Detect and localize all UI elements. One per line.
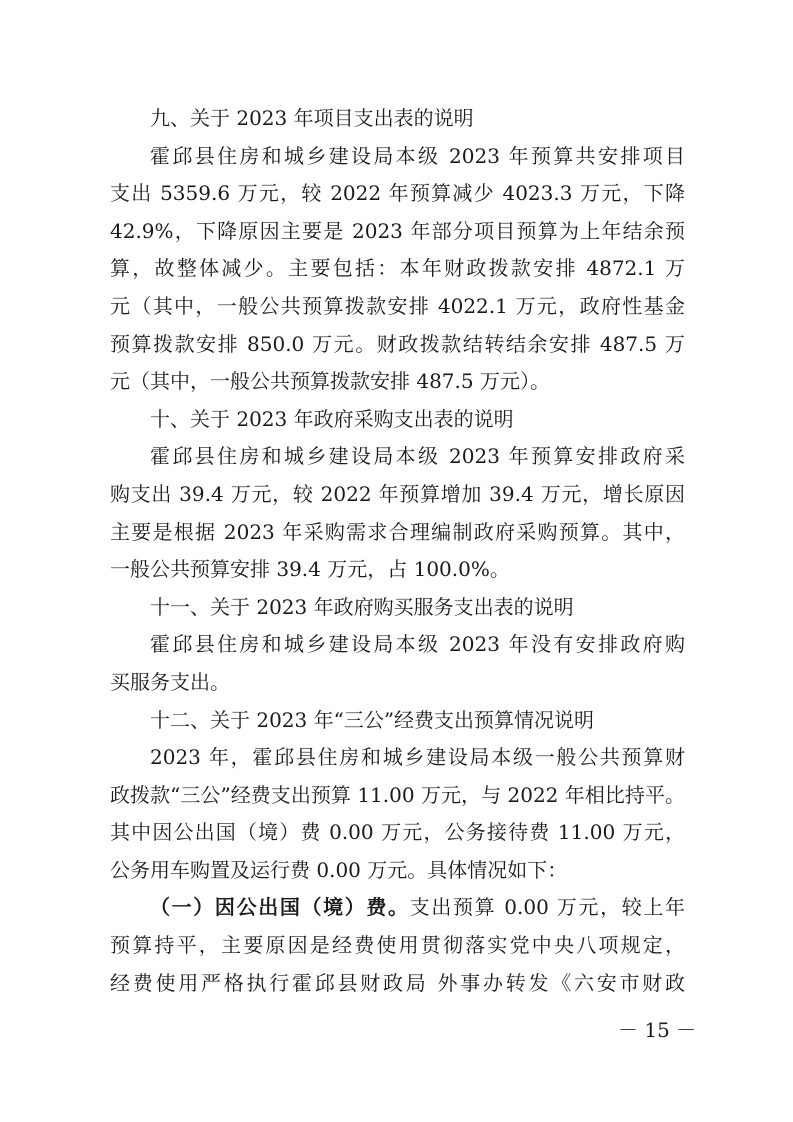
paragraph-line: 42.9%，下降原因主要是 2023 年部分项目预算为上年结余预 [110,218,685,243]
paragraph-line: 元（其中，一般公共预算拨款安排 487.5 万元）。 [110,369,550,394]
section-heading-project-expenditure: 九、关于 2023 年项目支出表的说明 [150,106,474,130]
paragraph-line: 元（其中，一般公共预算拨款安排 4022.1 万元，政府性基金 [110,293,685,318]
page-number: － 15 － [618,1018,697,1042]
paragraph-line: 其中因公出国（境）费 0.00 万元，公务接待费 11.00 万元， [110,820,685,845]
paragraph-line: 一般公共预算安排 39.4 万元，占 100.0%。 [110,557,510,582]
subsection-line-overseas-travel [110,889,685,927]
paragraph-line: 公务用车购置及运行费 0.00 万元。具体情况如下： [110,857,568,882]
paragraph-line: 支出 5359.6 万元，较 2022 年预算减少 4023.3 万元，下降 [110,181,685,206]
section-heading-three-public-expenses: 十二、关于 2023 年“三公”经费支出预算情况说明 [150,707,595,732]
subsection-text: 支出预算 0.00 万元，较上年 [409,895,685,920]
document-body [110,100,685,1002]
paragraph-line: 购支出 39.4 万元，较 2022 年预算增加 39.4 万元，增长原因 [110,481,685,506]
subsection-label-overseas-travel: （一）因公出国（境）费。 [150,895,410,920]
section-heading-government-procurement: 十、关于 2023 年政府采购支出表的说明 [150,406,514,431]
paragraph-line: 算，故整体减少。主要包括：本年财政拨款安排 4872.1 万 [110,256,685,281]
paragraph-line: 买服务支出。 [110,669,230,694]
paragraph-line: 预算持平，主要原因是经费使用贯彻落实党中央八项规定， [110,933,685,958]
paragraph-line: 霍邱县住房和城乡建设局本级 2023 年预算安排政府采 [150,444,685,469]
paragraph-line: 2023 年，霍邱县住房和城乡建设局本级一般公共预算财 [150,745,685,770]
paragraph-line: 政拨款“三公”经费支出预算 11.00 万元，与 2022 年相比持平。 [110,782,685,807]
paragraph-line: 预算拨款安排 850.0 万元。财政拨款结转结余安排 487.5 万 [110,331,685,356]
paragraph-line: 霍邱县住房和城乡建设局本级 2023 年没有安排政府购 [150,632,685,657]
paragraph-line: 主要是根据 2023 年采购需求合理编制政府采购预算。其中， [110,519,685,544]
section-heading-purchased-services: 十一、关于 2023 年政府购买服务支出表的说明 [150,594,574,619]
paragraph-line: 经费使用严格执行霍邱县财政局 外事办转发《六安市财政 [110,970,685,995]
paragraph-line: 霍邱县住房和城乡建设局本级 2023 年预算共安排项目 [150,143,685,168]
